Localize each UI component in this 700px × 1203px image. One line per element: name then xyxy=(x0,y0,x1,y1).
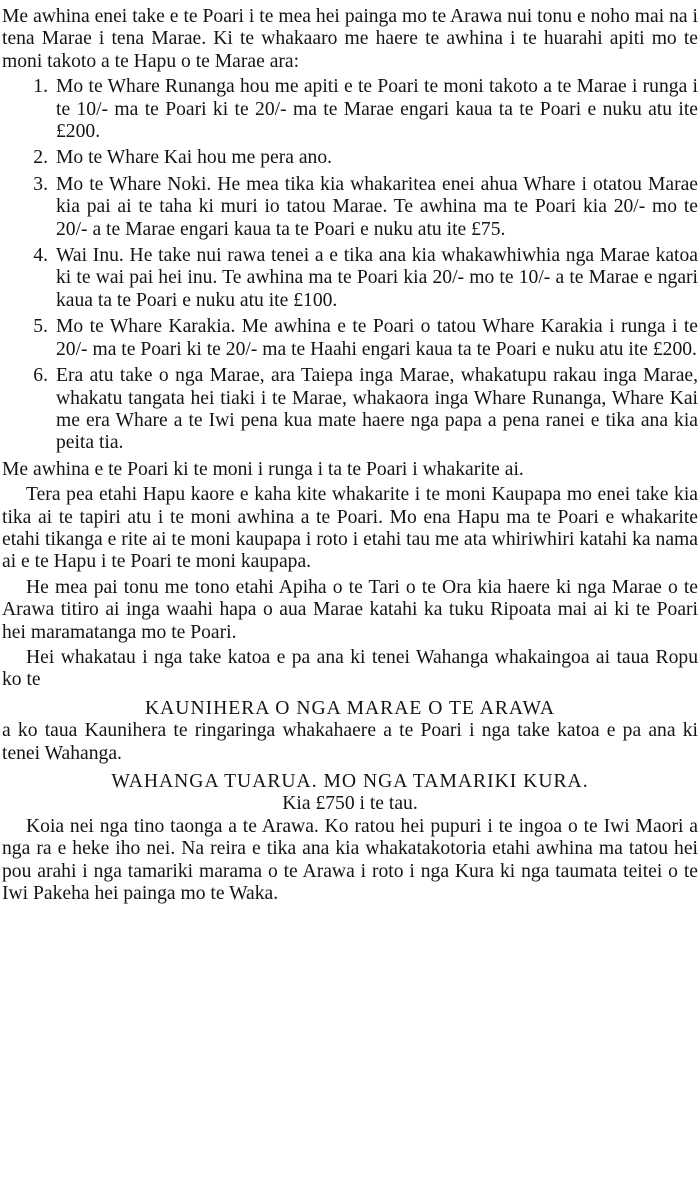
list-item-text: Wai Inu. He take nui rawa tenei a e tika ana kia whakawhiwhia nga Marae katoa ki te wai pai hei inu. Te awhina ma te Poari kia 20/- mo te 10/- a te Marae e ngari kaua ta te Poari e nuku atu ite £100. xyxy=(56,245,698,311)
whakatau-paragraph: Hei whakatau i nga take katoa e pa ana ki tenei Wahanga whakaingoa ai taua Ropu ko te xyxy=(2,646,698,691)
list-item xyxy=(2,76,698,143)
wahanga-heading: WAHANGA TUARUA. MO NGA TAMARIKI KURA. xyxy=(111,771,589,792)
list-item-number: 5. xyxy=(33,316,48,338)
list-item-text: Mo te Whare Runanga hou me apiti e te Poari te moni takoto a te Marae i runga i te 10/- ma te Poari ki te 20/- ma te Marae engari kaua ta te Poari e nuku atu ite £200. xyxy=(56,76,698,143)
apiha-paragraph: He mea pai tonu me tono etahi Apiha o te Tari o te Ora kia haere ki nga Marae o te Arawa titiro ai inga waahi hapa o aua Marae katahi ka tuku Ripoata mai ai ki te Poari hei maramatanga mo te Poari. xyxy=(2,576,698,643)
intro-paragraph: Me awhina enei take e te Poari i te mea hei painga mo te Arawa nui tonu e noho mai na i tena Marae i tena Marae. Ki te whakaaro me haere te awhina i te huarahi apiti mo te moni takoto a te Hapu o te Marae ara: xyxy=(2,6,698,72)
list-item-text: Mo te Whare Kai hou me pera ano. xyxy=(56,147,333,169)
kaunihera-heading: KAUNIHERA O NGA MARAE O TE ARAWA xyxy=(145,697,555,719)
list-item xyxy=(2,147,698,169)
list-item-number: 1. xyxy=(33,76,48,98)
list-item-number: 3. xyxy=(33,173,48,195)
after-list-paragraph: Me awhina e te Poari ki te moni i runga i ta te Poari i whakarite ai. xyxy=(2,458,524,480)
assistance-list xyxy=(2,76,698,455)
list-item-text: Mo te Whare Noki. He mea tika kia whakaritea enei ahua Whare i otatou Marae kia pai ai te taha ki muri io tatou Marae. Te awhina ma te Poari kia 20/- mo te 20/- a te Marae engari kaua ta te Poari e nuku atu ite £75. xyxy=(56,173,698,240)
kaunihera-paragraph: a ko taua Kaunihera te ringaringa whakahaere a te Poari i nga take katoa e pa ana ki tenei Wahanga. xyxy=(2,720,698,764)
list-item xyxy=(2,245,698,312)
list-item xyxy=(2,174,698,241)
list-item xyxy=(2,316,698,361)
wahanga-subheading: Kia £750 i te tau. xyxy=(282,793,418,815)
list-item-number: 2. xyxy=(33,147,48,169)
hapu-paragraph: Tera pea etahi Hapu kaore e kaha kite whakarite i te moni Kaupapa mo enei take kia tika ai te tapiri atu i te moni awhina a te Poari. Mo ena Hapu ma te Poari e whakarite etahi tikanga e rite ai te moni kaupapa i roto i etahi tau me ata whiriwhiri katahi ka nama ai e te Hapu i te Poari te moni kaupapa. xyxy=(2,484,698,573)
list-item-text: Era atu take o nga Marae, ara Taiepa inga Marae, whakatupu rakau inga Marae, whakatu tangata hei tiaki i te Marae, whakaora inga Whare Runanga, Whare Kai me era Whare a te Iwi pena kua mate haere nga papa a pena ranei e tika ana kia peita tia. xyxy=(56,365,698,454)
final-paragraph: Koia nei nga tino taonga a te Arawa. Ko ratou hei pupuri i te ingoa o te Iwi Maori a nga ra e heke iho nei. Na reira e tika ana kia whakatakotoria etahi awhina ma tatou hei pou arahi i nga tamariki marama o te Arawa i roto i nga Kura ki nga taumata teitei o te Iwi Pakeha hei painga mo te Waka. xyxy=(2,815,698,905)
list-item-text: Mo te Whare Karakia. Me awhina e te Poari o tatou Whare Karakia i runga i te 20/- ma te Poari ki te 20/- ma te Haahi engari kaua ta te Poari e nuku atu ite £200. xyxy=(56,316,698,360)
list-item-number: 4. xyxy=(33,245,48,267)
list-item xyxy=(2,365,698,455)
list-item-number: 6. xyxy=(33,365,48,387)
